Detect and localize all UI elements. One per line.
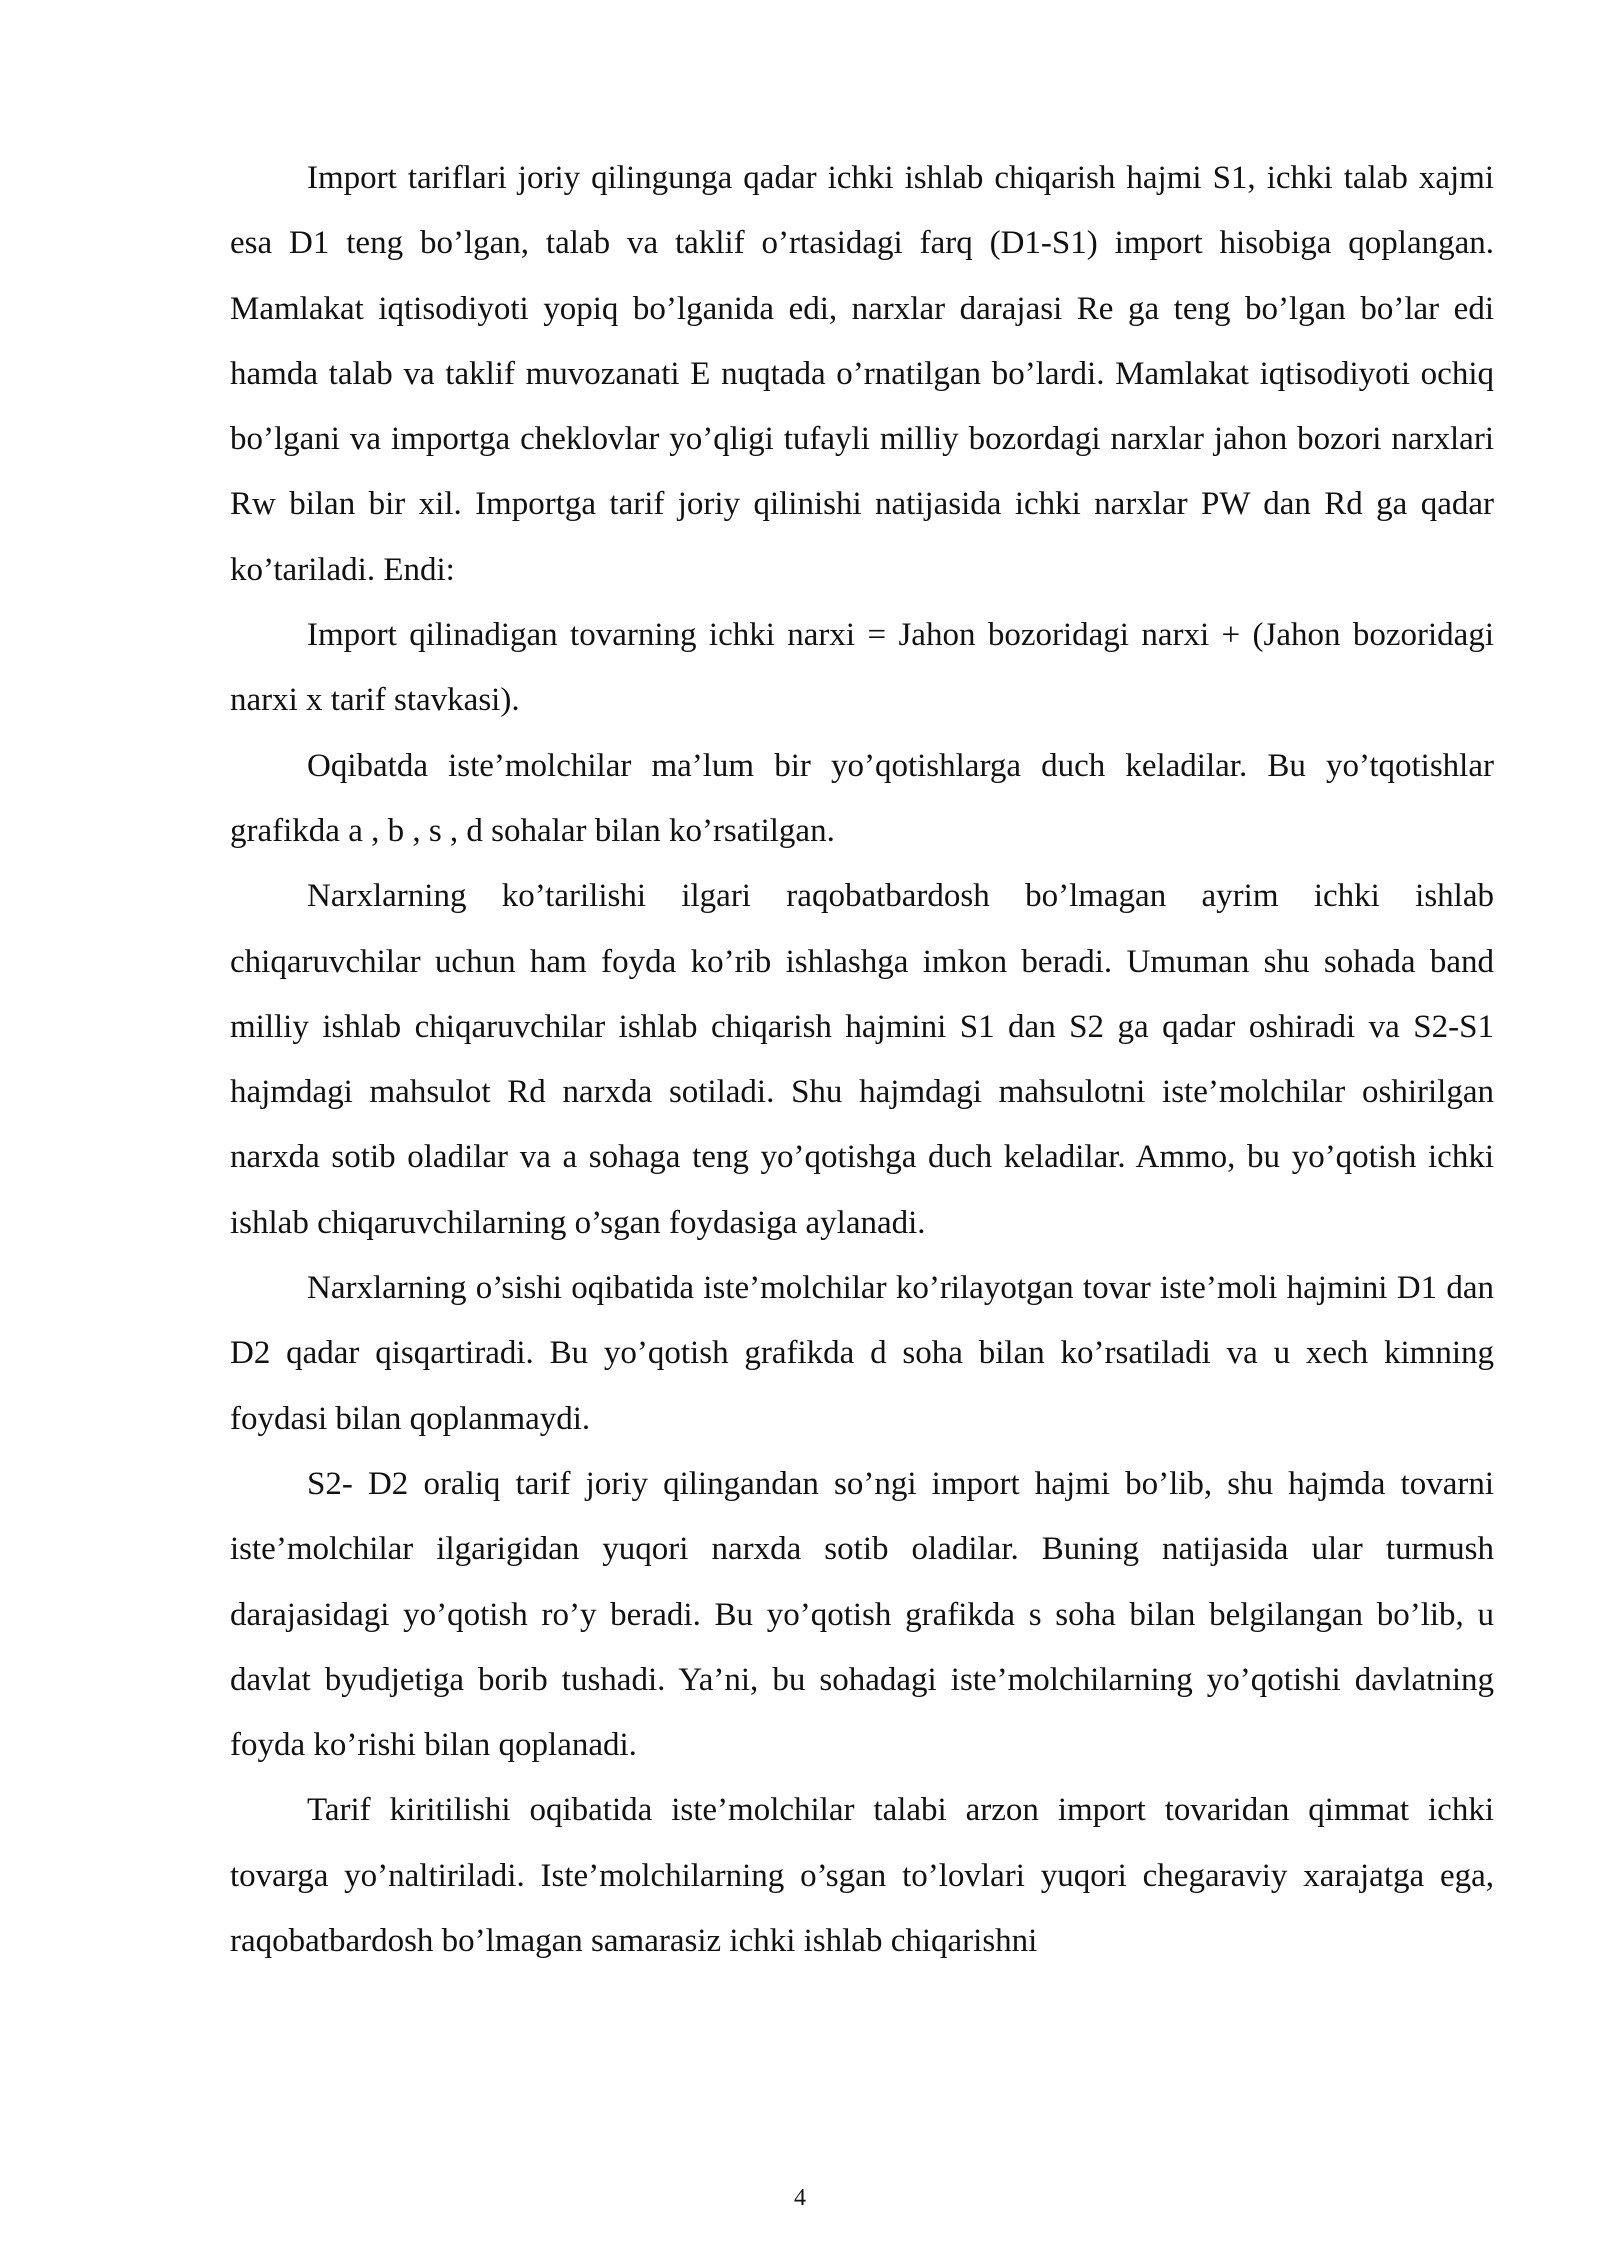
paragraph-import-tariffs: Import tariflari joriy qilingunga qadar ichki ishlab chiqarish hajmi S1, ichki talab xajmi esa D1 teng bo’lgan, talab va taklif o’rtasidagi farq (D1-S1) import hisobiga qoplangan. Mamlakat iqtisodiyoti yopiq bo’lganida edi, narxlar darajasi Re ga teng bo’lgan bo’lar edi hamda talab va taklif muvozanati E nuqtada o’rnatilgan bo’lardi. Mamlakat iqtisodiyoti ochiq bo’lgani va importga cheklovlar yo’qligi tufayli milliy bozordagi narxlar jahon bozori narxlari Rw bilan bir xil. Importga tarif joriy qilinishi natijasida ichki narxlar PW dan Rd ga qadar ko’tariladi. Endi: <box>230 160 1494 588</box>
paragraph-demand-redirection: Tarif kiritilishi oqibatida iste’molchilar talabi arzon import tovaridan qimmat ichki tovarga yo’naltiriladi. Iste’molchilarning o’sgan to’lovlari yuqori chegaraviy xarajatga ega, raqobatbardosh bo’lmagan samarasiz ichki ishlab chiqarishni <box>230 1792 1494 1960</box>
paragraph-import-volume: S2- D2 oraliq tarif joriy qilingandan so’ngi import hajmi bo’lib, shu hajmda tovarni iste’molchilar ilgarigidan yuqori narxda sotib oladilar. Buning natijasida ular turmush darajasidagi yo’qotish ro’y beradi. Bu yo’qotish grafikda s soha bilan belgilangan bo’lib, u davlat byudjetiga borib tushadi. Ya’ni, bu sohadagi iste’molchilarning yo’qotishi davlatning foyda ko’rishi bilan qoplanadi. <box>230 1465 1494 1764</box>
paragraph-consumer-losses: Oqibatda iste’molchilar ma’lum bir yo’qotishlarga duch keladilar. Bu yo’tqotishlar grafikda a , b , s , d sohalar bilan ko’rsatilgan. <box>230 747 1494 849</box>
paragraph-consumption-decrease: Narxlarning o’sishi oqibatida iste’molchilar ko’rilayotgan tovar iste’moli hajmini D1 dan D2 qadar qisqartiradi. Bu yo’qotish grafikda d soha bilan ko’rsatiladi va u xech kimning foydasi bilan qoplanmaydi. <box>230 1270 1494 1437</box>
page-number: 4 <box>794 2185 806 2211</box>
document-body <box>230 146 1494 1974</box>
paragraph-producer-gains: Narxlarning ko’tarilishi ilgari raqobatbardosh bo’lmagan ayrim ichki ishlab chiqaruvchilar uchun ham foyda ko’rib ishlashga imkon beradi. Umuman shu sohada band milliy ishlab chiqaruvchilar ishlab chiqarish hajmini S1 dan S2 ga qadar oshiradi va S2-S1 hajmdagi mahsulot Rd narxda sotiladi. Shu hajmdagi mahsulotni iste’molchilar oshirilgan narxda sotib oladilar va a sohaga teng yo’qotishga duch keladilar. Ammo, bu yo’qotish ichki ishlab chiqaruvchilarning o’sgan foydasiga aylanadi. <box>230 878 1494 1241</box>
paragraph-domestic-price-formula: Import qilinadigan tovarning ichki narxi = Jahon bozoridagi narxi + (Jahon bozoridagi narxi x tarif stavkasi). <box>230 617 1494 719</box>
